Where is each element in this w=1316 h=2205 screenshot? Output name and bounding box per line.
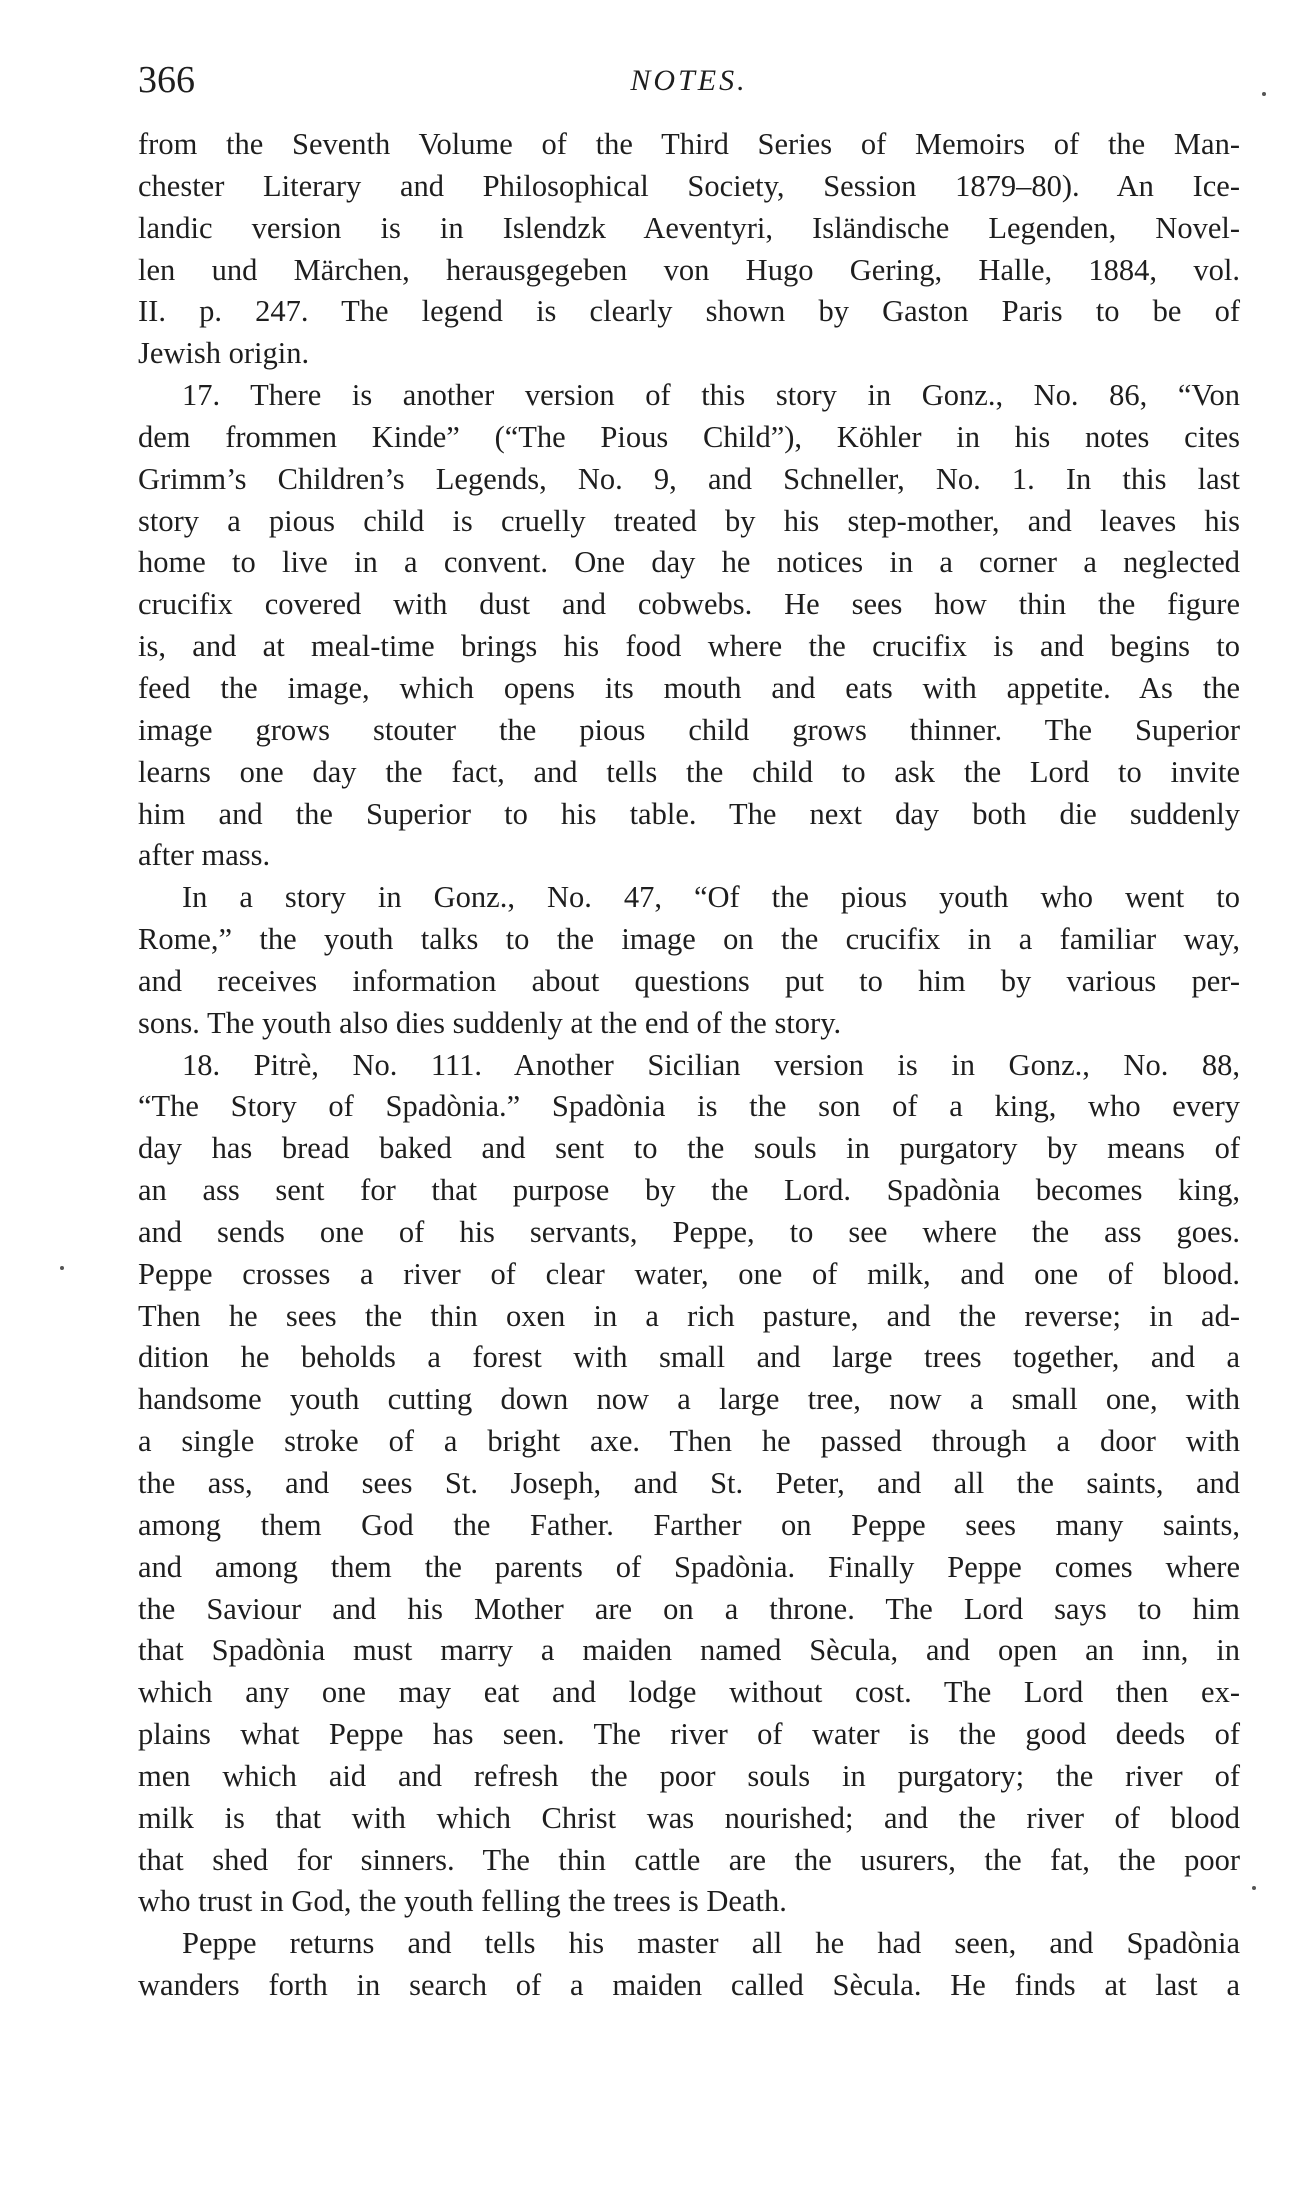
text-line: dition he beholds a forest with small and large trees together, and a	[138, 1340, 1240, 1375]
text-line: plains what Peppe has seen. The river of water is the good deeds of	[138, 1717, 1240, 1752]
text-line: In a story in Gonz., No. 47, “Of the pious youth who went to	[182, 880, 1240, 915]
scan-speck	[1252, 1886, 1256, 1890]
text-line: after mass.	[138, 838, 271, 873]
running-head: NOTES.	[630, 64, 748, 97]
text-line: from the Seventh Volume of the Third Series of Memoirs of the Man-	[138, 127, 1240, 161]
text-line: which any one may eat and lodge without cost. The Lord then ex-	[138, 1675, 1240, 1710]
text-line: and among them the parents of Spadònia. Finally Peppe comes where	[138, 1549, 1240, 1584]
scan-speck	[60, 1266, 64, 1270]
text-line: len und Märchen, herausgegeben von Hugo Gering, Halle, 1884, vol.	[138, 252, 1240, 287]
text-line: that Spadònia must marry a maiden named Sècula, and open an inn, in	[138, 1633, 1240, 1668]
text-line: image grows stouter the pious child grows thinner. The Superior	[138, 712, 1240, 747]
text-line: 17. There is another version of this story in Gonz., No. 86, “Von	[182, 378, 1240, 413]
text-line: Grimm’s Children’s Legends, No. 9, and Schneller, No. 1. In this last	[138, 461, 1240, 496]
text-line: who trust in God, the youth felling the trees is Death.	[138, 1884, 787, 1919]
text-line: story a pious child is cruelly treated by his step-mother, and leaves his	[138, 503, 1240, 538]
text-line: Peppe returns and tells his master all he had seen, and Spadònia	[182, 1926, 1240, 1961]
text-line: him and the Superior to his table. The next day both die suddenly	[138, 796, 1240, 831]
text-line: an ass sent for that purpose by the Lord. Spadònia becomes king,	[138, 1173, 1240, 1208]
text-line: and sends one of his servants, Peppe, to see where the ass goes.	[138, 1214, 1240, 1249]
text-line: the Saviour and his Mother are on a throne. The Lord says to him	[138, 1591, 1240, 1626]
text-line: II. p. 247. The legend is clearly shown by Gaston Paris to be of	[138, 294, 1240, 329]
text-line: landic version is in Islendzk Aeventyri, Isländische Legenden, Novel-	[138, 210, 1240, 245]
scan-speck	[1262, 92, 1266, 96]
text-line: Peppe crosses a river of clear water, one of milk, and one of blood.	[138, 1256, 1240, 1291]
page-number: 366	[138, 59, 195, 101]
text-line: learns one day the fact, and tells the child to ask the Lord to invite	[138, 754, 1240, 789]
body-text	[138, 124, 1240, 2007]
text-line: milk is that with which Christ was nourished; and the river of blood	[138, 1800, 1240, 1835]
text-line: crucifix covered with dust and cobwebs. He sees how thin the figure	[138, 587, 1240, 622]
text-line: wanders forth in search of a maiden called Sècula. He finds at last a	[138, 1968, 1240, 2003]
text-line: day has bread baked and sent to the souls in purgatory by means of	[138, 1131, 1240, 1166]
text-line: chester Literary and Philosophical Society, Session 1879–80). An Ice-	[138, 168, 1240, 203]
text-line: handsome youth cutting down now a large tree, now a small one, with	[138, 1382, 1240, 1417]
text-line: “The Story of Spadònia.” Spadònia is the son of a king, who every	[138, 1089, 1240, 1124]
text-line: 18. Pitrè, No. 111. Another Sicilian version is in Gonz., No. 88,	[182, 1047, 1240, 1082]
text-line: Jewish origin.	[138, 336, 310, 371]
text-line: is, and at meal-time brings his food where the crucifix is and begins to	[138, 629, 1240, 664]
page-header	[138, 58, 1240, 108]
text-line: home to live in a convent. One day he notices in a corner a neglected	[138, 545, 1240, 580]
text-line: among them God the Father. Farther on Peppe sees many saints,	[138, 1507, 1240, 1542]
text-line: sons. The youth also dies suddenly at the end of the story.	[138, 1005, 842, 1040]
text-line: that shed for sinners. The thin cattle are the usurers, the fat, the poor	[138, 1842, 1240, 1877]
text-line: dem frommen Kinde” (“The Pious Child”), Köhler in his notes cites	[138, 419, 1240, 454]
text-line: feed the image, which opens its mouth and eats with appetite. As the	[138, 670, 1240, 705]
text-line: and receives information about questions put to him by various per-	[138, 963, 1240, 998]
text-line: Rome,” the youth talks to the image on the crucifix in a familiar way,	[138, 922, 1240, 957]
text-line: a single stroke of a bright axe. Then he passed through a door with	[138, 1424, 1240, 1459]
text-line: Then he sees the thin oxen in a rich pasture, and the reverse; in ad-	[138, 1298, 1240, 1333]
text-line: men which aid and refresh the poor souls in purgatory; the river of	[138, 1758, 1240, 1793]
text-line: the ass, and sees St. Joseph, and St. Peter, and all the saints, and	[138, 1466, 1240, 1500]
